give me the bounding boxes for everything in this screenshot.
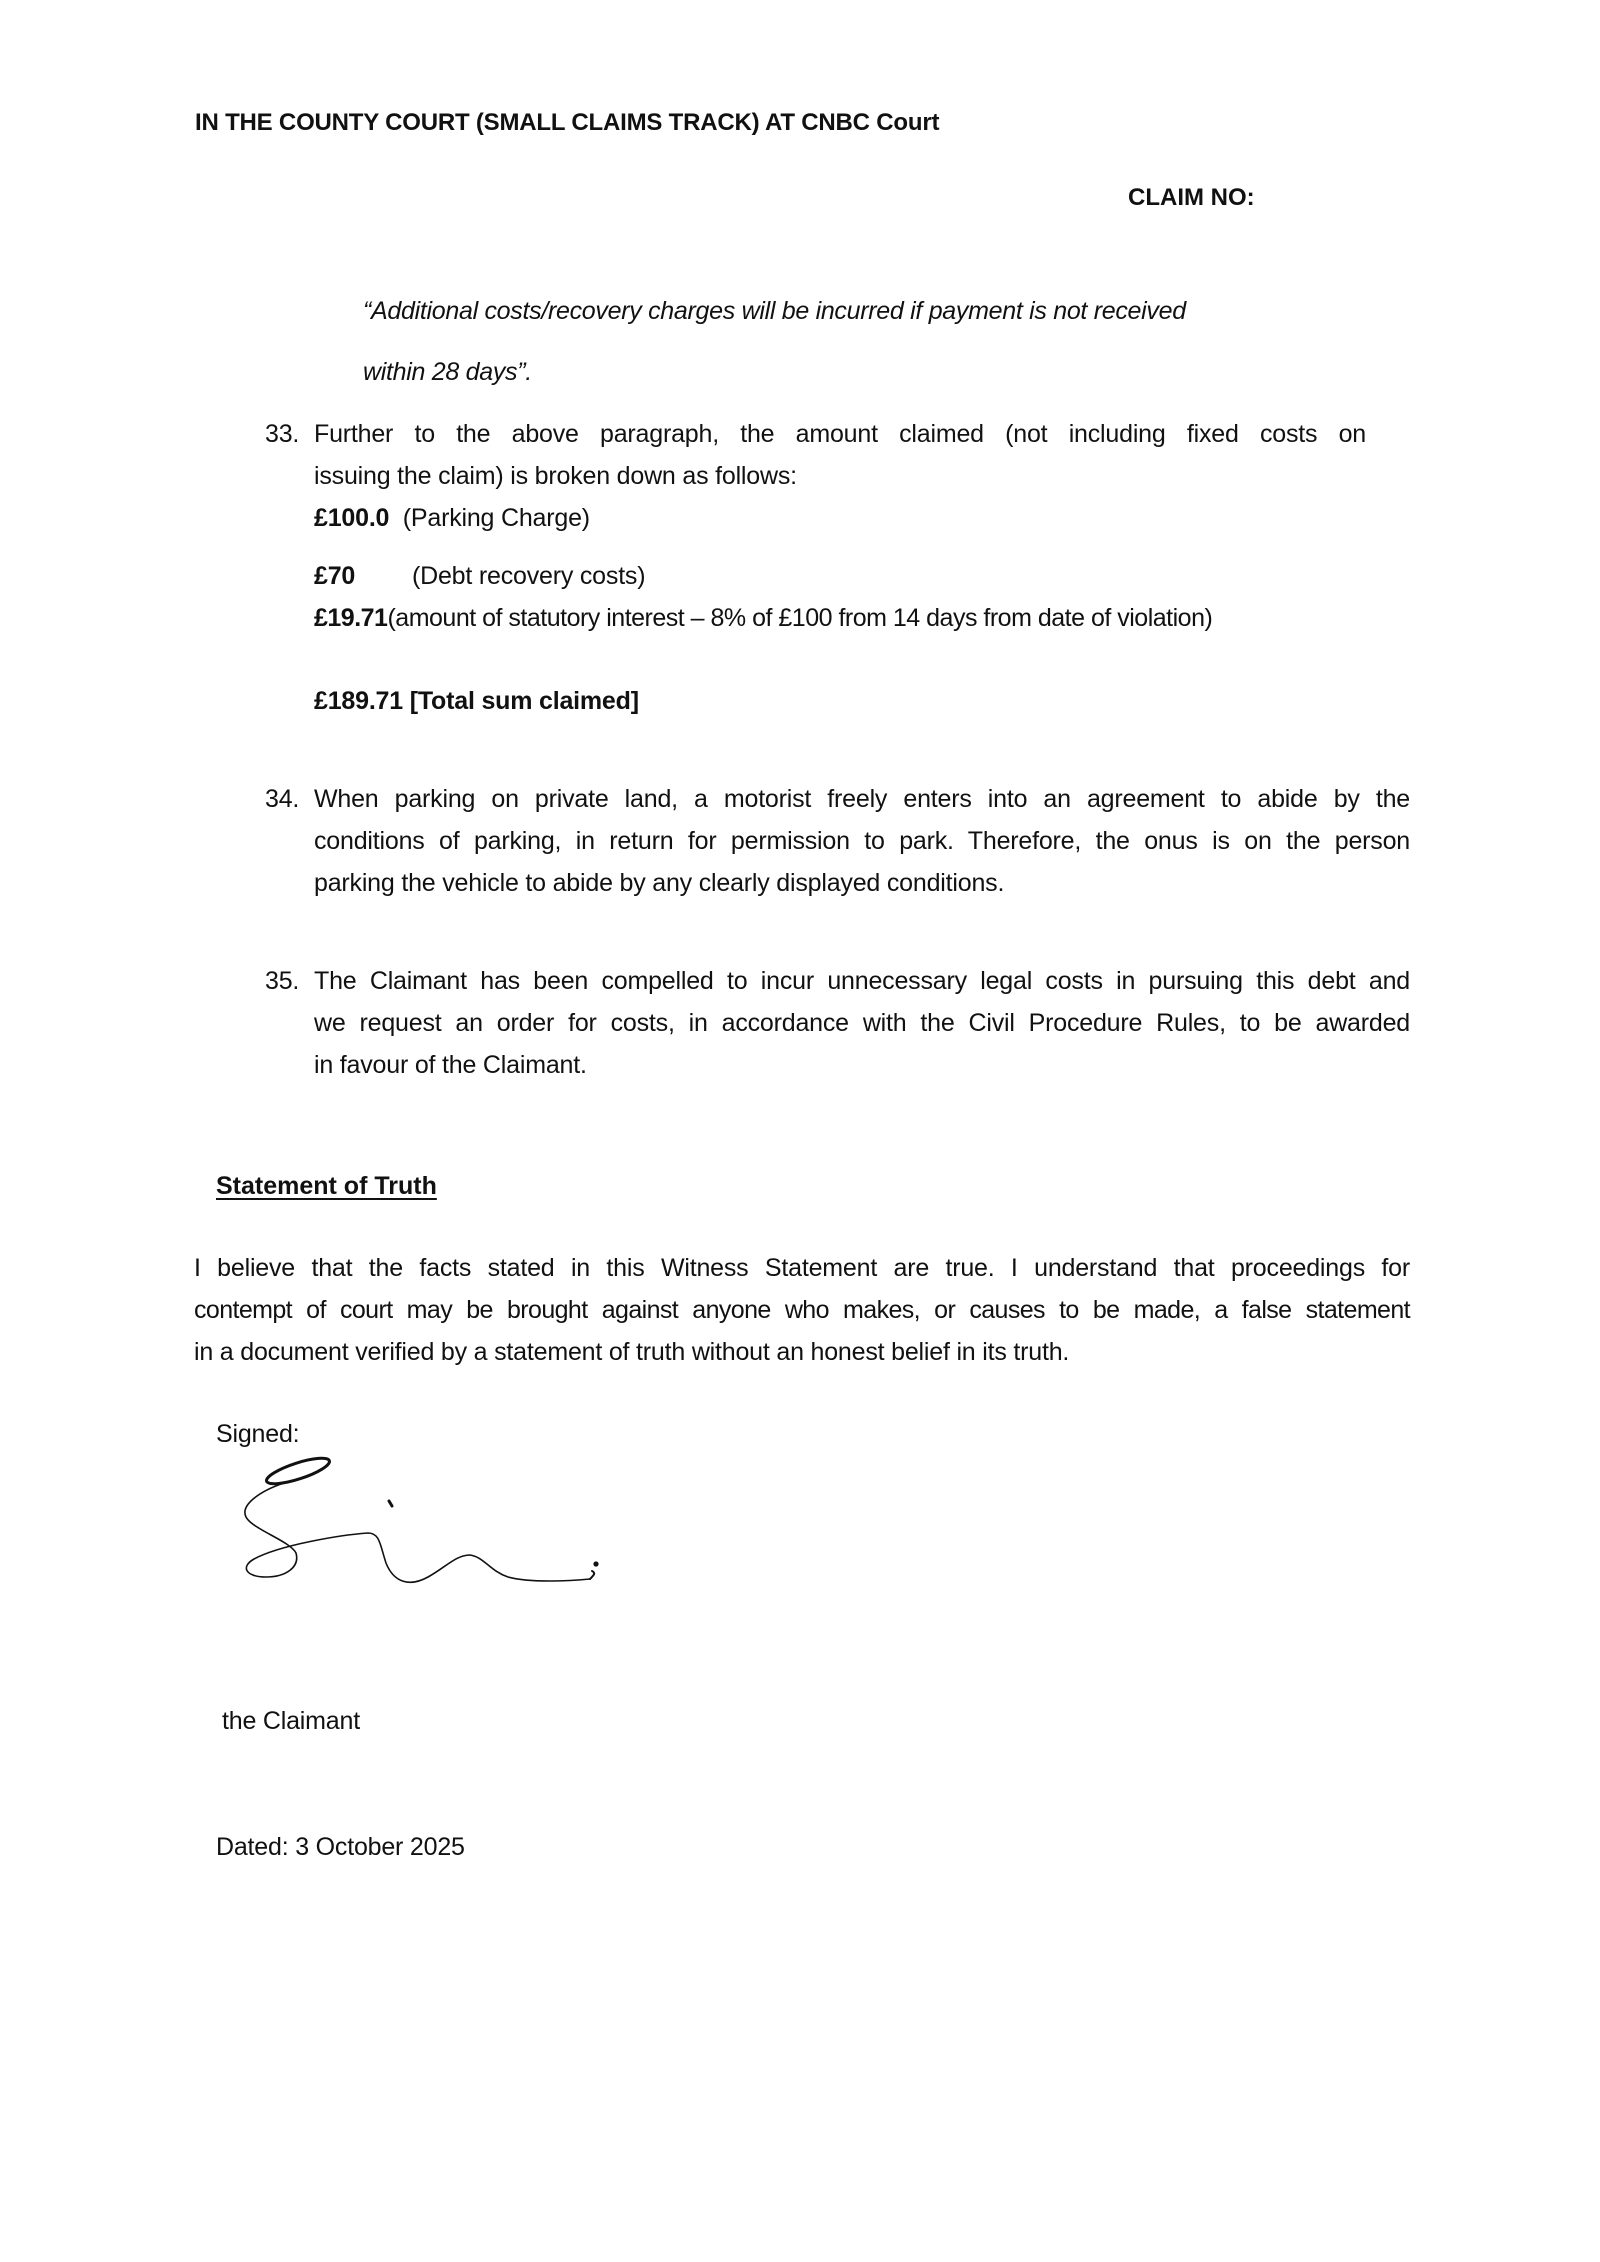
total-label: [Total sum claimed] xyxy=(409,687,639,715)
paragraph-33-line-2: issuing the claim) is broken down as follows: xyxy=(314,462,797,490)
breakdown-amount: £70 xyxy=(314,562,356,590)
court-heading: IN THE COUNTY COURT (SMALL CLAIMS TRACK) AT CNBC Court xyxy=(195,109,940,136)
statement-line-3: in a document verified by a statement of truth without an honest belief in its truth. xyxy=(194,1338,1070,1366)
quote-line-1: “Additional costs/recovery charges will be incurred if payment is not received xyxy=(363,297,1186,325)
signature-image xyxy=(240,1455,660,1605)
breakdown-description: (amount of statutory interest – 8% of £100 from 14 days from date of violation) xyxy=(387,604,1213,632)
quote-line-2: within 28 days”. xyxy=(363,358,532,386)
paragraph-35-line-2: we request an order for costs, in accordance with the Civil Procedure Rules, to be awarded xyxy=(314,1009,1410,1037)
breakdown-description: (Debt recovery costs) xyxy=(412,562,646,590)
signed-label: Signed: xyxy=(216,1420,300,1448)
statement-line-1: I believe that the facts stated in this Witness Statement are true. I understand that proceedings for xyxy=(194,1254,1410,1282)
total-amount: £189.71 xyxy=(314,687,403,715)
statement-of-truth-heading: Statement of Truth xyxy=(216,1172,437,1200)
breakdown-amount: £19.71 xyxy=(314,604,388,632)
paragraph-34-line-2: conditions of parking, in return for permission to park. Therefore, the onus is on the person xyxy=(314,827,1410,855)
paragraph-34-number: 34. xyxy=(265,785,300,813)
breakdown-description: (Parking Charge) xyxy=(402,504,590,532)
breakdown-row xyxy=(314,504,590,533)
breakdown-row xyxy=(314,562,645,591)
paragraph-35-number: 35. xyxy=(265,967,300,995)
claim-number-label: CLAIM NO: xyxy=(1128,184,1255,211)
dated-label: Dated: 3 October 2025 xyxy=(216,1833,465,1861)
paragraph-35-line-1: The Claimant has been compelled to incur unnecessary legal costs in pursuing this debt and xyxy=(314,967,1410,995)
paragraph-33-number: 33. xyxy=(265,420,300,448)
breakdown-total xyxy=(314,687,639,716)
paragraph-34-line-3: parking the vehicle to abide by any clearly displayed conditions. xyxy=(314,869,1005,897)
paragraph-33-line-1: Further to the above paragraph, the amount claimed (not including fixed costs on xyxy=(314,420,1366,448)
signatory-label: the Claimant xyxy=(222,1707,360,1735)
breakdown-amount: £100.0 xyxy=(314,504,390,532)
statement-line-2: contempt of court may be brought against anyone who makes, or causes to be made, a false statement xyxy=(194,1296,1410,1324)
paragraph-34-line-1: When parking on private land, a motorist freely enters into an agreement to abide by the xyxy=(314,785,1410,813)
paragraph-35-line-3: in favour of the Claimant. xyxy=(314,1051,587,1079)
breakdown-row xyxy=(314,604,1212,633)
